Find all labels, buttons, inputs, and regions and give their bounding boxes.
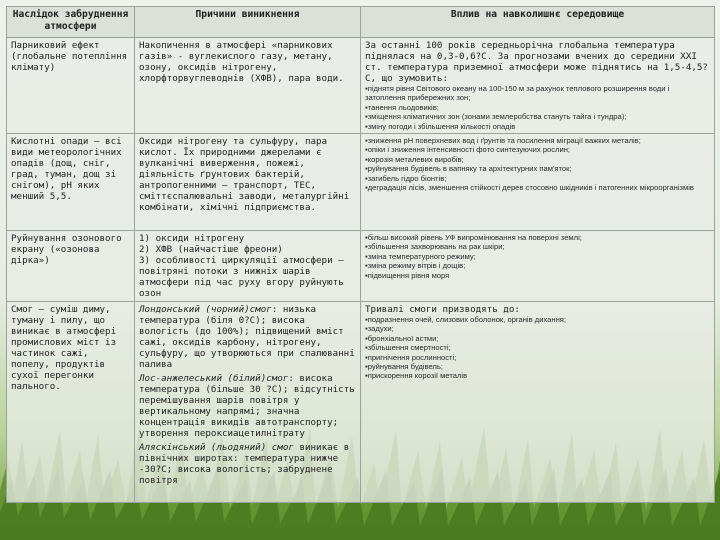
impact-cell (361, 134, 715, 231)
cause-item: 3) особливості циркуляції атмосфери – повітряні потоки з нижніх шарів атмосфери під час руху вгору руйнують озон (139, 255, 344, 300)
table-row (7, 231, 715, 302)
impact-cell (361, 38, 715, 134)
smog-london-text: : низька температура (біля 0?С); висока вологість (до 100%); підвищений вміст сажі, оксидів карбону, нітрогену, сульфуру, що утворюються при спалюванні палива (139, 304, 355, 371)
list-item: ▪опіки і зниження інтенсивності фото синтезуючих рослин; (365, 145, 571, 155)
impact-intro: Тривалі смоги призводять до: (365, 304, 520, 316)
list-item: ▪пригнічення рослинності; (365, 352, 457, 362)
list-item: ▪подразнення очей, слизових оболонок, органів дихання; (365, 315, 566, 325)
header-impact: Вплив на навколишнє середовище (361, 7, 715, 38)
impact-cell (361, 231, 715, 302)
table-row (7, 134, 715, 231)
list-item: ▪руйнування будівель; (365, 362, 443, 372)
list-item: ▪збільшення смертності; (365, 343, 451, 353)
list-item: ▪зміну погоди і збільшення кількості опадів (365, 121, 516, 131)
header-effect: Наслідок забруднення атмосфери (7, 7, 135, 38)
list-item: ▪більш високий рівень УФ випромінювання на поверхні землі; (365, 233, 582, 243)
list-item: ▪зміна температурного режиму; (365, 251, 476, 261)
causes-cell: Оксиди нітрогену та сульфуру, пара кислот. Їх природними джерелами є вулканічні виверження, пожежі, діяльність ґрунтових бактерій, антропогенними – транспорт, ТЕС, сміттєспалювальні заводи, металургійні комбінати, хімічні підприємства. (135, 134, 361, 231)
table-row (7, 302, 715, 503)
cause-item: 2) ХФВ (найчастіше фреони) (139, 244, 283, 256)
effect-cell: Руйнування озонового екрану («озонова дірка») (7, 231, 135, 302)
table-header-row (7, 7, 715, 38)
impact-intro: За останні 100 років середньорічна глобальна температура піднялася на 0,3-0,6?С. За прогнозами вчених до середини XXI ст. температура приземної атмосфери може піднятись на 1,5-4,5?С, що зумовить: (365, 40, 708, 84)
list-item: ▪піднятя рівня Світового океану на 100-150 м за рахунок теплового розширення води і затоплення прибережних зон; (365, 84, 670, 103)
causes-cell: Накопичення в атмосфері «парникових газів» - вуглекислого газу, метану, озону, оксидів нітрогену, хлорфторвуглеводнів (ХФВ), пара води. (135, 38, 361, 134)
impact-list (365, 233, 710, 280)
smog-type-london: Лондонський (чорний)смог (139, 304, 272, 316)
list-item: ▪деградація лісів, зменшення стійкості дерев стосовно шкідників і патогенних мікроорганізмів (365, 183, 694, 193)
pollution-effects-table (6, 6, 715, 503)
list-item: ▪руйнування будівель в вапняку та архітектурних пам'яток; (365, 164, 572, 174)
impact-cell (361, 302, 715, 503)
cause-item: 1) оксиди нітрогену (139, 233, 245, 245)
impact-list (365, 136, 710, 192)
smog-ice-text: виникає в північних широтах: температура нижче -30?С; висока вологість; забруднене повітря (139, 442, 350, 487)
list-item: ▪зміна режиму вітрів і дощів; (365, 261, 466, 271)
smog-la-text: : висока температура (більше 30 ?С); відсутність перемішування шарів повітря у вертикальному напрямі; значна концентрація викидів автотранспорту; утворення пероксиацетилнітрату (139, 373, 355, 440)
list-item: ▪збільшення захворювань на рак шкіри; (365, 242, 505, 252)
list-item: ▪загибель гідро біонтів; (365, 173, 447, 183)
causes-cell (135, 302, 361, 503)
impact-list (365, 315, 710, 381)
header-causes: Причини виникнення (135, 7, 361, 38)
effect-cell: Парниковий ефект (глобальне потепління клімату) (7, 38, 135, 134)
table-row (7, 38, 715, 134)
effect-cell: Кислотні опади – всі види метеорологічних опадів (дощ, сніг, град, туман, дощ зі снігом), рН яких менший 5,5. (7, 134, 135, 231)
list-item: ▪підвищення рівня моря (365, 270, 450, 280)
smog-type-la: Лос-анжелеський (білий)смог (139, 373, 289, 385)
list-item: ▪танення льодовиків; (365, 102, 439, 112)
list-item: ▪зниження рН поверхневих вод і ґрунтів та посилення міграції важких металів; (365, 136, 641, 146)
list-item: ▪бронхіальної астми; (365, 333, 439, 343)
impact-list (365, 84, 710, 131)
list-item: ▪корозія металевих виробів; (365, 154, 464, 164)
list-item: ▪зміщення кліматичних зон (зонами землеробства стануть тайга і тундра); (365, 112, 627, 122)
smog-type-ice: Аляскінський (льодяний) смог (139, 442, 294, 454)
list-item: ▪задухи; (365, 324, 394, 334)
list-item: ▪прискорення корозії металів (365, 371, 468, 381)
causes-cell (135, 231, 361, 302)
effect-cell: Смог – суміш диму, туману і пилу, що виникає в атмосфері промислових міст із частинок сажі, попелу, продуктів сухої перегонки пального. (7, 302, 135, 503)
